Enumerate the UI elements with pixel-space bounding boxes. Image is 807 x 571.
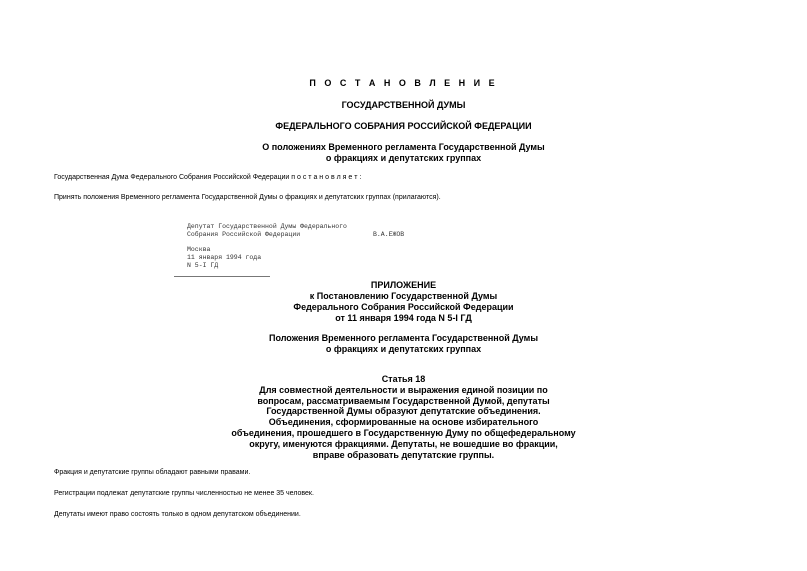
document-number: N 5-I ГД (187, 262, 219, 269)
article-line: округу, именуются фракциями. Депутаты, не вошедшие во фракции, (249, 439, 558, 449)
signing-city: Москва (187, 246, 211, 253)
signing-date: 11 января 1994 года (187, 254, 262, 261)
appendix-title: ПРИЛОЖЕНИЕ (370, 280, 437, 290)
subject-line-2: о фракциях и депутатских группах (325, 153, 482, 163)
paragraph-equal-rights: Фракция и депутатские группы обладают равными правами. (54, 469, 251, 476)
appendix-line-3: от 11 января 1994 года N 5-I ГД (335, 313, 472, 323)
paragraph-single-membership: Депутаты имеют право состоять только в одном депутатском объединении. (54, 511, 301, 518)
article-line: Объединения, сформированные на основе избирательного (268, 417, 539, 427)
signatory-name: В.А.ЕЖОВ (373, 231, 405, 238)
subject-line-1: О положениях Временного регламента Государственной Думы (262, 142, 545, 152)
issuer-line-duma: ГОСУДАРСТВЕННОЙ ДУМЫ (341, 100, 466, 110)
appendix-subject-line-1: Положения Временного регламента Государственной Думы (268, 333, 539, 343)
article-line: объединения, прошедшего в Государственную Думу по общефедеральному (231, 428, 576, 438)
article-line: вопросам, рассматриваемым Государственной Думой, депутаты (257, 396, 550, 406)
appendix-line-2: Федерального Собрания Российской Федерации (293, 302, 514, 312)
signature-divider (174, 276, 270, 277)
signatory-role-line-2: Собрания Российской Федерации (187, 231, 301, 238)
article-heading: Статья 18 (381, 374, 426, 384)
article-line: Государственной Думы образуют депутатские объединения. (266, 406, 541, 416)
issuer-line-federal-assembly: ФЕДЕРАЛЬНОГО СОБРАНИЯ РОССИЙСКОЙ ФЕДЕРАЦИИ (275, 121, 532, 131)
signatory-role-line-1: Депутат Государственной Думы Федерального (187, 223, 347, 230)
resolution-paragraph: Принять положения Временного регламента Государственной Думы о фракциях и депутатских группах (прилагаются). (54, 194, 441, 201)
appendix-subject-line-2: о фракциях и депутатских группах (325, 344, 482, 354)
appendix-line-1: к Постановлению Государственной Думы (309, 291, 498, 301)
paragraph-registration: Регистрации подлежат депутатские группы численностью не менее 35 человек. (54, 490, 314, 497)
document-type-title: П О С Т А Н О В Л Е Н И Е (309, 78, 498, 88)
preamble-paragraph: Государственная Дума Федерального Собрания Российской Федерации п о с т а н о в л я е т : (54, 174, 362, 181)
article-line: вправе образовать депутатские группы. (312, 450, 495, 460)
article-line: Для совместной деятельности и выражения единой позиции по (259, 385, 548, 395)
